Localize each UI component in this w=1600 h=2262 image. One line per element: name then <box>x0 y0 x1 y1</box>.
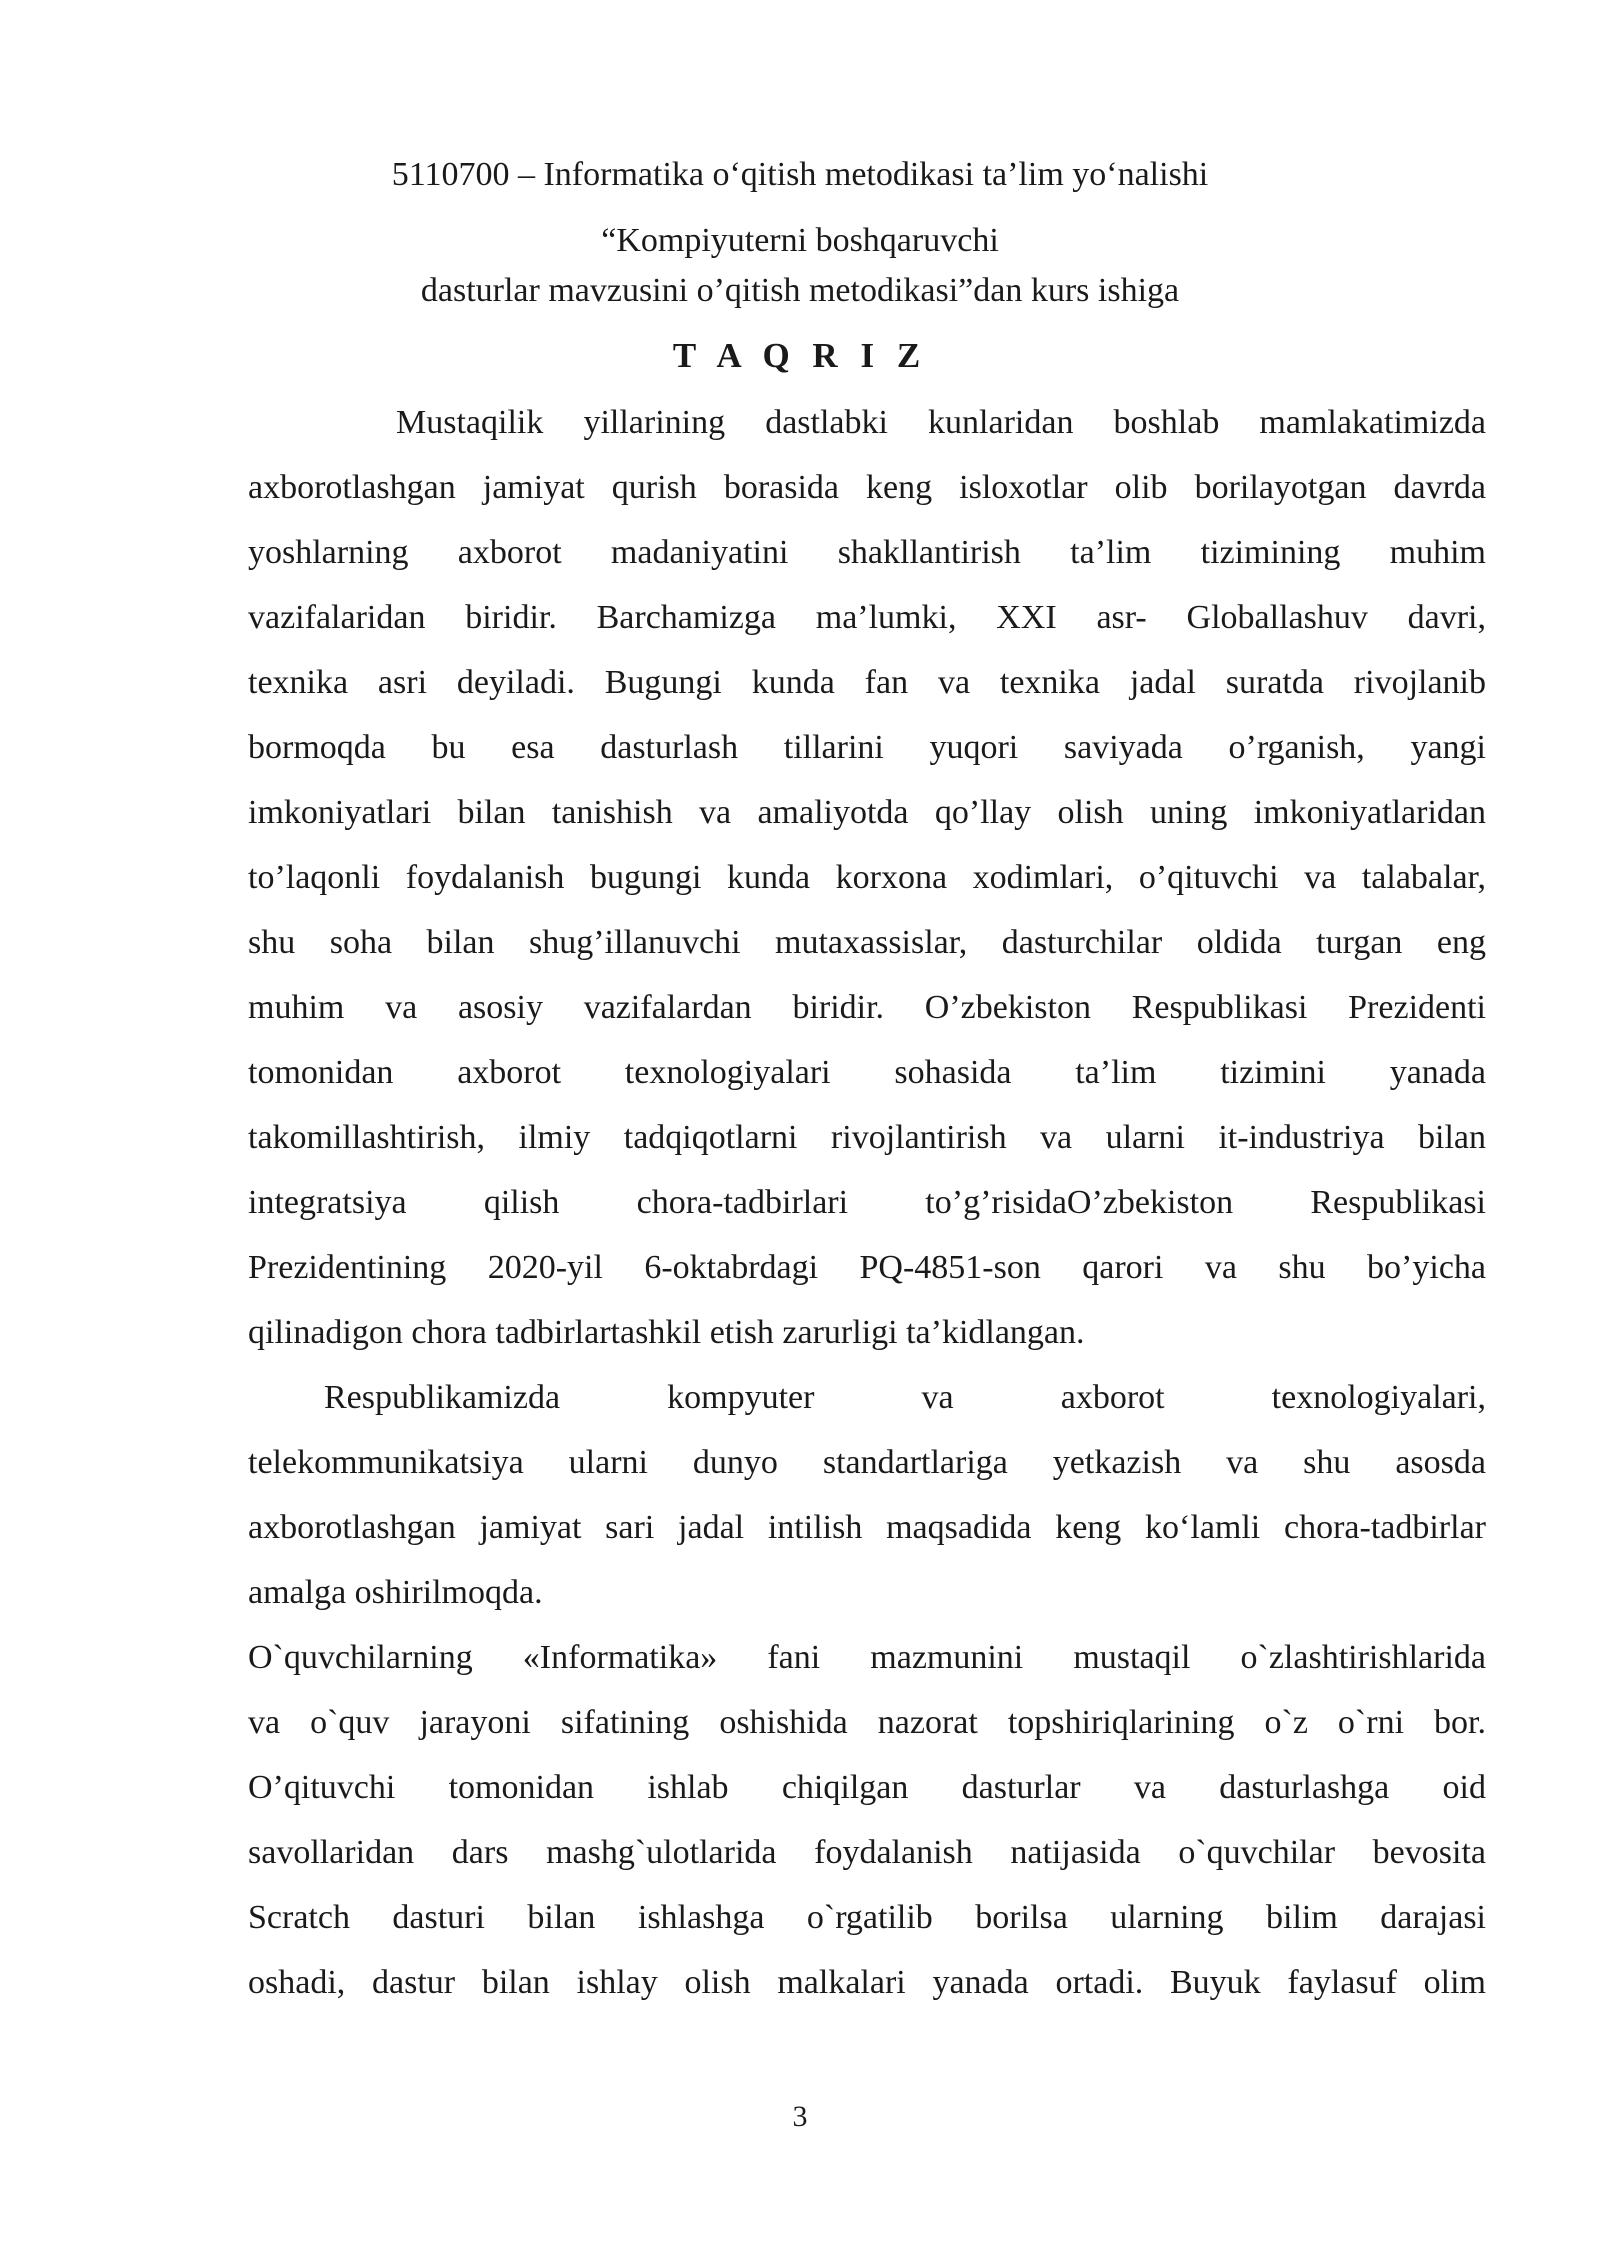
paragraph-line: va o`quv jarayoni sifatining oshishida nazorat topshiriqlarining o`z o`rni bor. <box>248 1704 1486 1741</box>
paragraph-line: texnika asri deyiladi. Bugungi kunda fan va texnika jadal suratda rivojlanib <box>248 664 1486 701</box>
paragraph-line: shu soha bilan shug’illanuvchi mutaxassislar, dasturchilar oldida turgan eng <box>248 924 1486 961</box>
paragraph-line: bormoqda bu esa dasturlash tillarini yuqori saviyada o’rganish, yangi <box>248 729 1486 766</box>
paragraph-line: imkoniyatlari bilan tanishish va amaliyotda qo’llay olish uning imkoniyatlaridan <box>248 794 1486 831</box>
paragraph-line: takomillashtirish, ilmiy tadqiqotlarni rivojlantirish va ularni it-industriya bilan <box>248 1119 1486 1156</box>
paragraph-line: Respublikamizda kompyuter va axborot texnologiyalari, <box>324 1379 1486 1416</box>
speciality-line: 5110700 – Informatika o‘qitish metodikasi ta’lim yo‘nalishi <box>391 156 1209 193</box>
paragraph-line: to’laqonli foydalanish bugungi kunda korxona xodimlari, o’qituvchi va talabalar, <box>248 859 1486 896</box>
paragraph-line: integratsiya qilish chora-tadbirlari to’g’risidaO’zbekiston Respublikasi <box>248 1184 1486 1221</box>
paragraph-line: axborotlashgan jamiyat sari jadal intilish maqsadida keng ko‘lamli chora-tadbirlar <box>248 1509 1486 1546</box>
paragraph-line: axborotlashgan jamiyat qurish borasida keng isloxotlar olib borilayotgan davrda <box>248 469 1486 506</box>
paragraph-3 <box>248 1625 1486 2015</box>
paragraph-line: amalga oshirilmoqda. <box>248 1574 543 1611</box>
paragraph-line: yoshlarning axborot madaniyatini shakllantirish ta’lim tizimining muhim <box>248 534 1486 571</box>
paragraph-line: savollaridan dars mashg`ulotlarida foydalanish natijasida o`quvchilar bevosita <box>248 1834 1486 1871</box>
document-title: T A Q R I Z <box>672 336 928 375</box>
paragraph-line: qilinadigon chora tadbirlartashkil etish zarurligi ta’kidlangan. <box>248 1314 1085 1351</box>
topic-line-2: dasturlar mavzusini o’qitish metodikasi”dan kurs ishiga <box>420 272 1180 309</box>
paragraph-line: O`quvchilarning «Informatika» fani mazmunini mustaqil o`zlashtirishlarida <box>248 1639 1486 1676</box>
paragraph-line: oshadi, dastur bilan ishlay olish malkalari yanada ortadi. Buyuk faylasuf olim <box>248 1964 1486 2001</box>
paragraph-line: muhim va asosiy vazifalardan biridir. O’zbekiston Respublikasi Prezidenti <box>248 989 1486 1026</box>
paragraph-line: Mustaqilik yillarining dastlabki kunlaridan boshlab mamlakatimizda <box>396 404 1486 441</box>
paragraph-line: vazifalaridan biridir. Barchamizga ma’lumki, XXI asr- Globallashuv davri, <box>248 599 1486 636</box>
page-number: 3 <box>792 2100 808 2133</box>
paragraph-line: telekommunikatsiya ularni dunyo standartlariga yetkazish va shu asosda <box>248 1444 1486 1481</box>
paragraph-line: Scratch dasturi bilan ishlashga o`rgatilib borilsa ularning bilim darajasi <box>248 1899 1486 1936</box>
paragraph-line: tomonidan axborot texnologiyalari sohasida ta’lim tizimini yanada <box>248 1054 1486 1091</box>
paragraph-line: Prezidentining 2020-yil 6-oktabrdagi PQ-4851-son qarori va shu bo’yicha <box>248 1249 1486 1286</box>
paragraph-line: O’qituvchi tomonidan ishlab chiqilgan dasturlar va dasturlashga oid <box>248 1769 1486 1806</box>
paragraph-2 <box>248 1365 1486 1625</box>
paragraph-1 <box>248 390 1486 1365</box>
topic-line-1: “Kompiyuterni boshqaruvchi <box>601 222 999 259</box>
